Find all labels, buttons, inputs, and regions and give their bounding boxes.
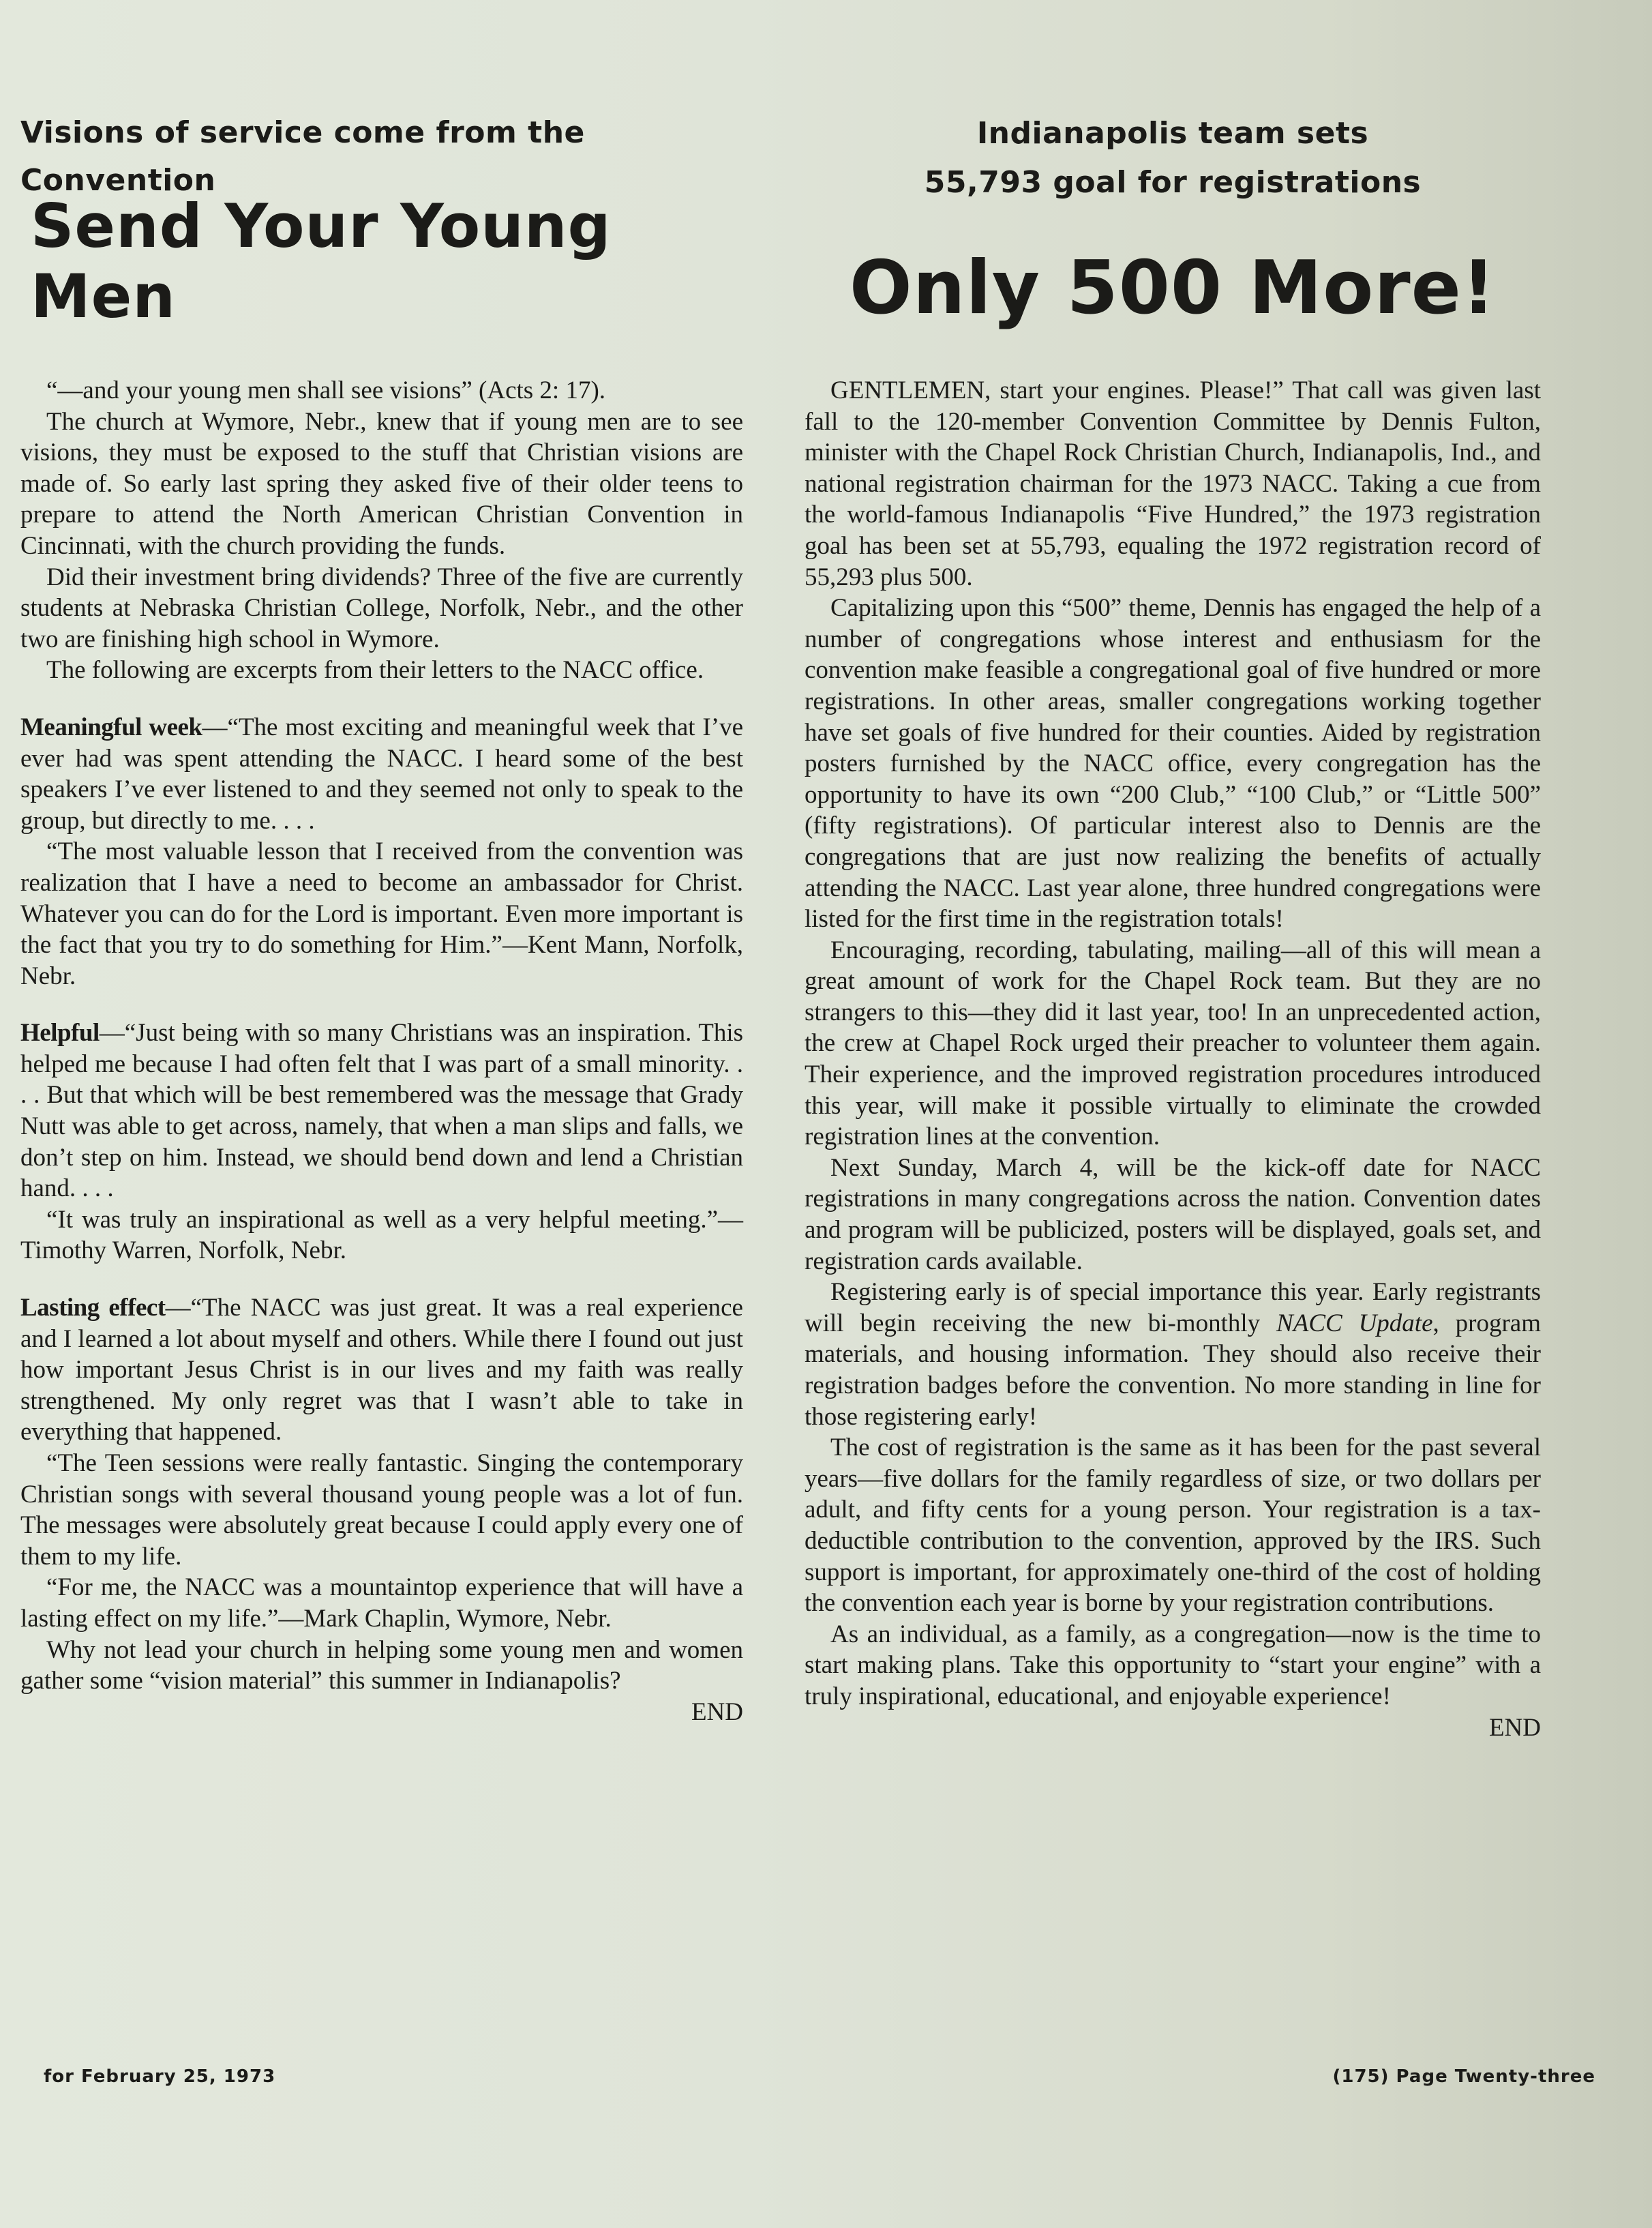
section-title: Meaningful week — [20, 713, 202, 741]
left-headline: Send Your Young Men — [31, 191, 612, 331]
left-paragraph: The church at Wymore, Nebr., knew that if young men are to see visions, they must be exposed to the stuff that Christian visions are made of. So early last spring they asked five of their older teens to prepare to attend the North American Christian Convention in Cincinnati, with the church providing the funds. — [20, 407, 743, 560]
right-paragraph: The cost of registration is the same as it has been for the past several years—five dollars for the family regardless of size, or two dollars per adult, and fifty cents for a young person. Your registration is a tax-deductible contribution to the convention, approved by the IRS. Such support is important, for approximately one-third of the cost of holding the convention each year is borne by your registration contributions. — [805, 1434, 1541, 1618]
right-end-line — [805, 1712, 1541, 1744]
section-paragraph: “The most valuable lesson that I received from the convention was realization that I have a need to become an ambassador for Christ. Whatever you can do for the Lord is important. Even more important is the fact that you try to do something for Him.”—Kent Mann, Norfolk, Nebr. — [20, 837, 743, 990]
right-closing-paragraph: As an individual, as a family, as a congregation—now is the time to start making plans. Take this opportunity to “start your engine” with a truly inspirational, educational, and enjoyable experience! — [805, 1620, 1541, 1710]
section-lead: —“Just being with so many Christians was an inspiration. This helped me because I had often felt that I was part of a small minority. . . . But that which will be best remembered was the message that Grady Nutt was able to get across, namely, that when a man slips and falls, we don’t step on him. Instead, we should bend down and lend a Christian hand. . . . — [20, 1019, 743, 1203]
right-end-mark: END — [1488, 1713, 1541, 1742]
section-paragraph: “The Teen sessions were really fantastic. Singing the contemporary Christian songs with several thousand young people was a lot of fun. The messages were absolutely great because I could apply every one of them to my life. — [20, 1449, 743, 1571]
right-paragraph — [805, 1277, 1541, 1432]
left-kicker: Visions of service come from the Convention — [20, 115, 585, 198]
section-title: Lasting effect — [20, 1294, 166, 1322]
right-kicker — [805, 109, 1541, 207]
left-paragraph: “—and your young men shall see visions” (Acts 2: 17). — [46, 376, 606, 404]
right-p5-before: Registering early is of special importance this year. Early registrants will begin receiving the new bi-monthly — [805, 1278, 1541, 1337]
section-lasting-effect — [20, 1292, 743, 1448]
right-body — [805, 375, 1541, 1743]
right-folio: (175) Page Twenty-three — [1332, 2066, 1595, 2087]
right-headline: Only 500 More! — [849, 246, 1497, 331]
section-lead: —“The NACC was just great. It was a real experience and I learned a lot about myself and others. While there I found out just how important Jesus Christ is in our lives and my faith was really strengthened. My only regret was that I wasn’t able to take in everything that happened. — [20, 1294, 743, 1446]
right-p5-after: , program materials, and housing information. They should also receive their registration badges before the convention. No more standing in line for those registering early! — [805, 1309, 1541, 1431]
right-paragraph: Next Sunday, March 4, will be the kick-off date for NACC registrations in many congregations across the nation. Convention dates and program will be publicized, posters will be displayed, goals set, and registration cards available. — [805, 1153, 1541, 1275]
right-paragraph: Capitalizing upon this “500” theme, Dennis has engaged the help of a number of congregations whose interest and enthusiasm for the convention make feasible a congregational goal of five hundred or more registrations. In other areas, smaller congregations working together have set goals of five hundred for their counties. Aided by registration posters furnished by the NACC office, every congregation has the opportunity to have its own “200 Club,” “100 Club,” or “Little 500” (fifty registrations). Of particular interest also to Dennis are the congregations that are just now realizing the benefits of actually attending the NACC. Last year alone, three hundred congregations were listed for the first time in the registration totals! — [805, 594, 1541, 934]
section-helpful — [20, 1018, 743, 1204]
left-folio: for February 25, 1973 — [44, 2066, 276, 2087]
left-end-line — [20, 1697, 743, 1728]
section-meaningful-week — [20, 712, 743, 836]
left-paragraph: The following are excerpts from their letters to the NACC office. — [46, 656, 704, 685]
section-lead: —“The most exciting and meaningful week that I’ve ever had was spent attending the NACC. I heard some of the best speakers I’ve ever listened to and they seemed not only to speak to the group, but directly to me. . . . — [20, 713, 743, 835]
section-title: Helpful — [20, 1019, 100, 1048]
left-body — [20, 375, 743, 1727]
left-paragraph: Did their investment bring dividends? Three of the five are currently students at Nebraska Christian College, Norfolk, Nebr., and the other two are finishing high school in Wymore. — [20, 563, 743, 653]
left-end-mark: END — [691, 1697, 743, 1726]
right-kicker-line2: 55,793 goal for registrations — [924, 165, 1422, 200]
section-paragraph: “For me, the NACC was a mountaintop experience that will have a lasting effect on my life.”—Mark Chaplin, Wymore, Nebr. — [20, 1573, 743, 1633]
nacc-update-title: NACC Update — [1276, 1309, 1433, 1337]
left-closing-paragraph — [20, 1635, 743, 1697]
right-paragraph: Encouraging, recording, tabulating, mailing—all of this will mean a great amount of work for the Chapel Rock team. But they are no strangers to this—they did it last year, too! In an unprecedented action, the crew at Chapel Rock urged their preacher to volunteer them again. Their experience, and the improved registration procedures introduced this year, will make it possible virtually to eliminate the crowded registration lines at the convention. — [805, 936, 1541, 1151]
section-paragraph: “It was truly an inspirational as well as a very helpful meeting.”—Timothy Warren, Norfolk, Nebr. — [20, 1205, 743, 1265]
right-paragraph: GENTLEMEN, start your engines. Please!” That call was given last fall to the 120-member Convention Committee by Dennis Fulton, minister with the Chapel Rock Christian Church, Indianapolis, Ind., and national registration chairman for the 1973 NACC. Taking a cue from the world-famous Indianapolis “Five Hundred,” the 1973 registration goal has been set at 55,793, equaling the 1972 registration record of 55,293 plus 500. — [805, 376, 1541, 591]
left-closing-text: Why not lead your church in helping some young men and women gather some “vision material” this summer in Indianapolis? — [20, 1635, 743, 1695]
right-kicker-line1: Indianapolis team sets — [976, 116, 1369, 151]
